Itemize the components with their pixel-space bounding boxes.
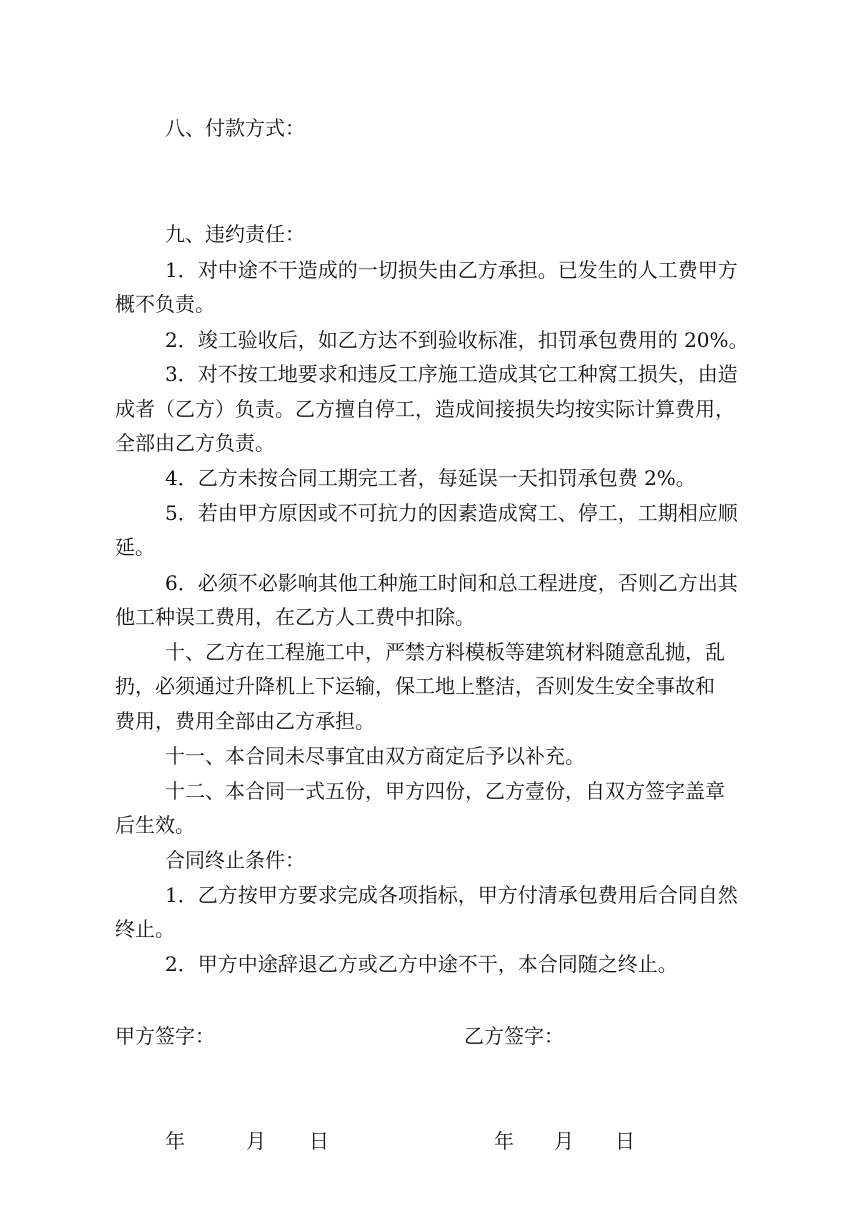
item-9-1-line-1: 1．对中途不干造成的一切损失由乙方承担。已发生的人工费甲方 (165, 258, 738, 282)
party-a-day: 日 (309, 1129, 329, 1153)
termination-2: 2．甲方中途辞退乙方或乙方中途不干，本合同随之终止。 (165, 952, 678, 976)
section-10-line-1: 十、乙方在工程施工中，严禁方料模板等建筑材料随意乱抛，乱 (165, 640, 725, 664)
item-9-5-line-2: 延。 (115, 535, 155, 559)
item-9-3-line-1: 3．对不按工地要求和违反工序施工造成其它工种窝工损失，由造 (165, 362, 738, 386)
termination-1-line-1: 1．乙方按甲方要求完成各项指标，甲方付清承包费用后合同自然 (165, 883, 738, 907)
item-9-3-line-3: 全部由乙方负责。 (115, 431, 275, 455)
item-9-3-line-2: 成者（乙方）负责。乙方擅自停工，造成间接损失均按实际计算费用， (115, 397, 735, 421)
item-9-2: 2．竣工验收后，如乙方达不到验收标准，扣罚承包费用的 20%。 (165, 328, 749, 352)
party-a-month: 月 (246, 1129, 266, 1153)
termination-title: 合同终止条件： (165, 848, 305, 872)
item-9-5-line-1: 5．若由甲方原因或不可抗力的因素造成窝工、停工，工期相应顺 (165, 501, 738, 525)
section-10-line-3: 费用，费用全部由乙方承担。 (115, 709, 375, 733)
party-a-year: 年 (165, 1129, 185, 1153)
section-9-title: 九、违约责任： (165, 222, 305, 246)
party-b-month: 月 (554, 1129, 574, 1153)
section-8-title: 八、付款方式： (165, 116, 305, 140)
section-11: 十一、本合同未尽事宜由双方商定后予以补充。 (165, 744, 585, 768)
party-b-year: 年 (494, 1129, 514, 1153)
termination-1-line-2: 终止。 (115, 917, 175, 941)
item-9-1-line-2: 概不负责。 (115, 292, 215, 316)
party-a-signature-label: 甲方签字： (115, 1024, 215, 1048)
item-9-6-line-1: 6．必须不必影响其他工种施工时间和总工程进度，否则乙方出其 (165, 571, 738, 595)
party-b-signature-label: 乙方签字： (464, 1024, 564, 1048)
section-12-line-1: 十二、本合同一式五份，甲方四份，乙方壹份，自双方签字盖章 (165, 779, 725, 803)
item-9-6-line-2: 他工种误工费用，在乙方人工费中扣除。 (115, 605, 475, 629)
section-12-line-2: 后生效。 (115, 813, 195, 837)
party-b-day: 日 (615, 1129, 635, 1153)
section-10-line-2: 扔，必须通过升降机上下运输，保工地上整洁，否则发生安全事故和 (115, 674, 715, 698)
item-9-4: 4．乙方未按合同工期完工者，每延误一天扣罚承包费 2%。 (165, 466, 696, 490)
